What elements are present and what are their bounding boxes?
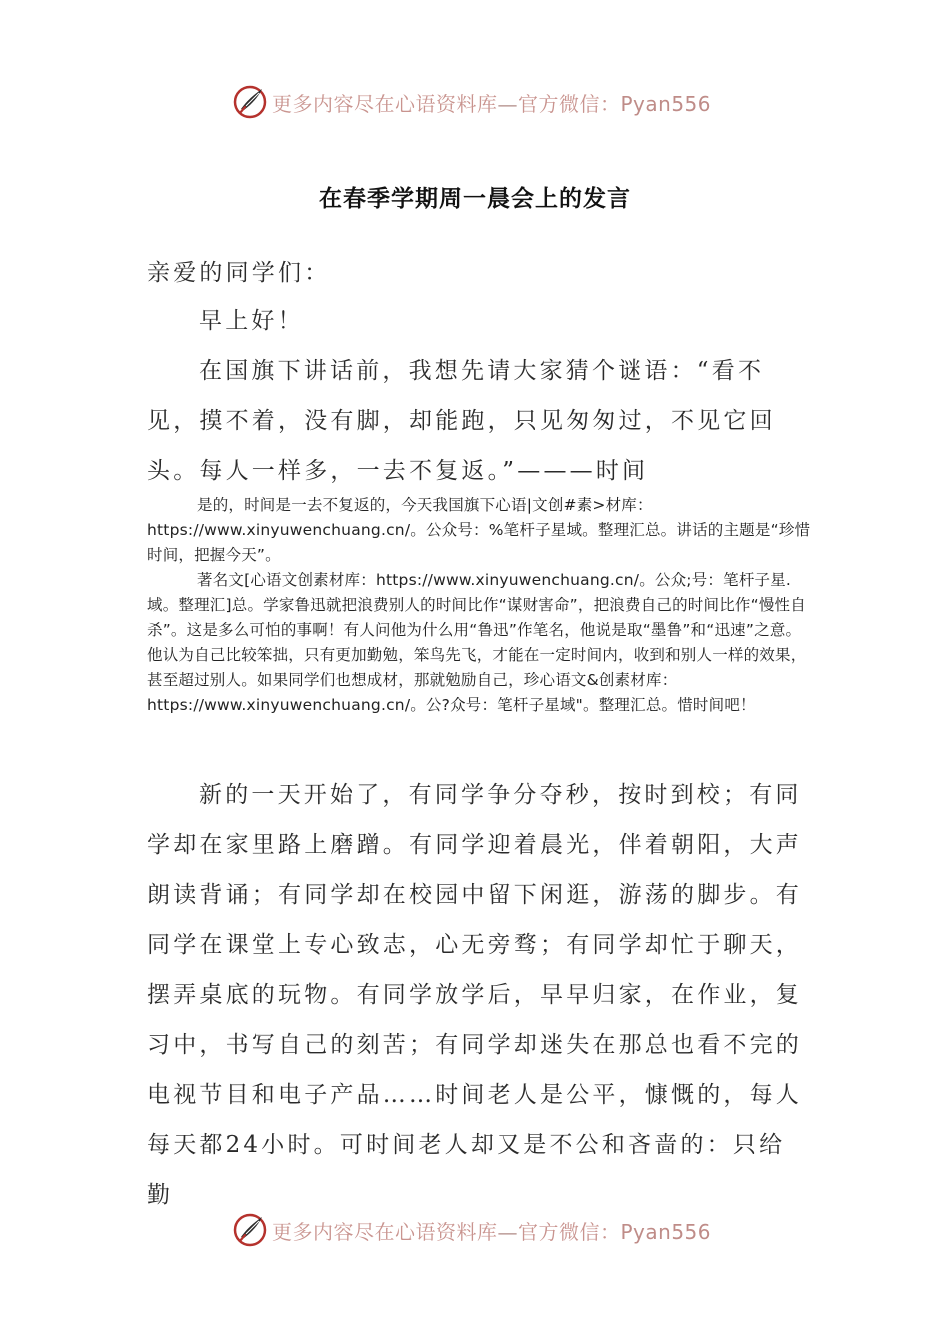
footer-banner bbox=[232, 1210, 732, 1250]
riddle-paragraph: 在国旗下讲话前，我想先请大家猜个谜语：“看不见，摸不着，没有脚，却能跑，只见匆匆过，不见它回头。每人一样多，一去不复返。”———时间 bbox=[147, 358, 776, 484]
banner-wechat-id: Pyan556 bbox=[620, 1219, 712, 1244]
banner-wechat-id: Pyan556 bbox=[620, 91, 712, 116]
quill-pen-logo-icon bbox=[232, 84, 268, 120]
banner-dash: — bbox=[497, 1219, 518, 1244]
banner-dash: — bbox=[497, 91, 518, 116]
banner-wechat-label: 官方微信： bbox=[518, 1219, 621, 1244]
header-banner bbox=[232, 82, 732, 122]
morning-paragraph: 早上好！ bbox=[199, 308, 304, 334]
small-paragraph-2: 著名文[心语文创素材库：https://www.xinyuwenchuang.cn/。公众;号：笔杆子星.域。整理汇]总。学家鲁迅就把浪费别人的时间比作“谋财害命”，把浪费自己的时间比作“慢性自杀”。这是多么可怕的事啊！有人问他为什么用“鲁迅”作笔名，他说是取“墨鲁”和“迅速”之意。他认为自己比较笨拙，只有更加勤勉，笨鸟先飞，才能在一定时间内，收到和别人一样的效果，甚至超过别人。如果同学们也想成材，那就勉励自己，珍心语文&创素材库：https://www.xinyuwenchuang.cn/。公?众号：笔杆子星域"。整理汇总。惜时间吧！ bbox=[147, 571, 807, 714]
quill-pen-logo-icon bbox=[232, 1212, 268, 1248]
banner-wechat-label: 官方微信： bbox=[518, 91, 621, 116]
greeting-paragraph: 亲爱的同学们： bbox=[147, 260, 331, 286]
document-title: 在春季学期周一晨会上的发言 bbox=[319, 185, 631, 212]
small-paragraph-1: 是的，时间是一去不复返的，今天我国旗下心语|文创#素>材库：https://www.xinyuwenchuang.cn/。公众号：%笔杆子星域。整理汇总。讲话的主题是“珍惜时间，把握今天”。 bbox=[147, 496, 811, 564]
banner-slogan: 更多内容尽在心语资料库 bbox=[272, 91, 498, 116]
banner-slogan: 更多内容尽在心语资料库 bbox=[272, 1219, 498, 1244]
new-day-paragraph: 新的一天开始了，有同学争分夺秒，按时到校；有同学却在家里路上磨蹭。有同学迎着晨光，伴着朝阳，大声朗读背诵；有同学却在校园中留下闲逛，游荡的脚步。有同学在课堂上专心致志，心无旁骛；有同学却忙于聊天，摆弄桌底的玩物。有同学放学后，早早归家，在作业，复习中，书写自己的刻苦；有同学却迷失在那总也看不完的电视节目和电子产品……时间老人是公平，慷慨的，每人每天都24小时。可时间老人却又是不公和吝啬的：只给勤 bbox=[147, 782, 802, 1208]
